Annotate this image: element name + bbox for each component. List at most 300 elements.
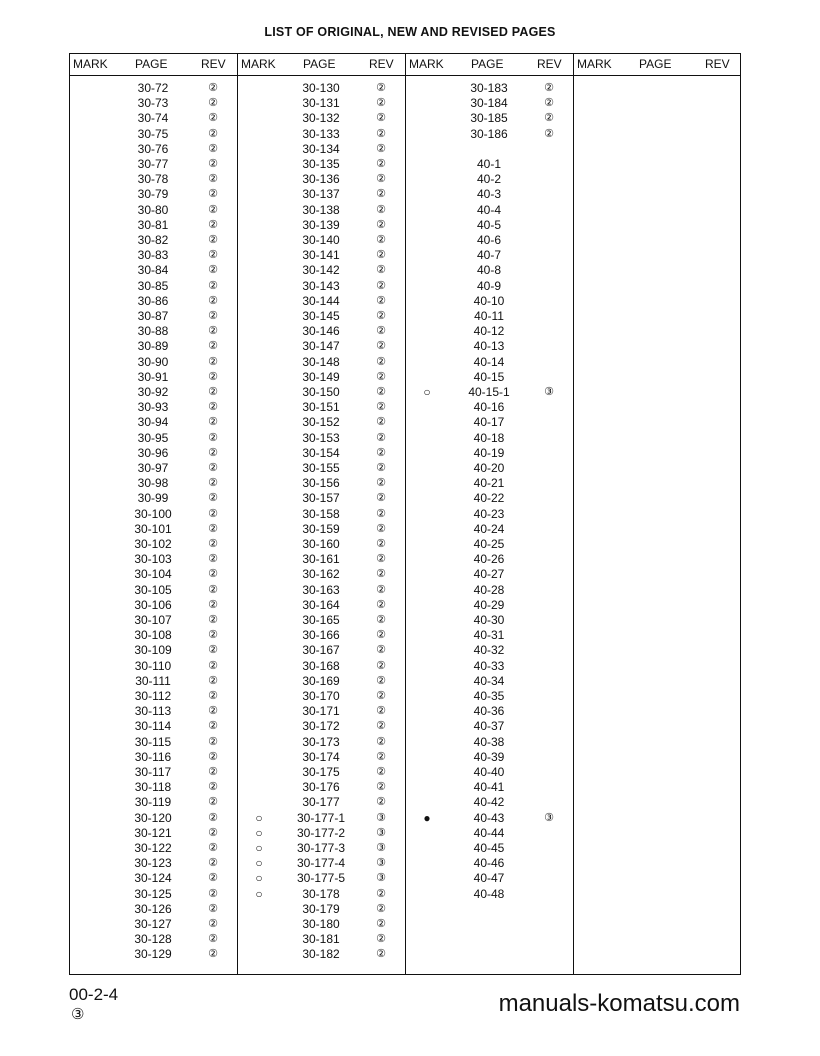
- table-row: [238, 431, 406, 446]
- row-page: 30-128: [134, 932, 172, 947]
- row-page: 30-118: [134, 780, 172, 795]
- row-page: 40-24: [473, 521, 505, 536]
- row-page: 40-15-1: [468, 385, 510, 399]
- table-row: [70, 324, 238, 339]
- table-row: [238, 187, 406, 202]
- table-row: [406, 522, 574, 537]
- row-mark: ●: [423, 810, 431, 825]
- table-row: [70, 309, 238, 324]
- row-rev: ②: [208, 826, 218, 839]
- row-rev: ②: [376, 355, 386, 368]
- table-row: [406, 583, 574, 598]
- row-page: 30-177-3: [296, 841, 346, 855]
- table-row: [70, 659, 238, 674]
- row-page: 30-131: [302, 96, 340, 111]
- row-rev: ②: [376, 720, 386, 733]
- row-rev: ②: [376, 781, 386, 794]
- table-row: [406, 476, 574, 491]
- table-row: [70, 522, 238, 537]
- table-row: [70, 826, 238, 841]
- table-row: [70, 415, 238, 430]
- row-page: 30-123: [134, 856, 172, 871]
- row-rev: ②: [376, 294, 386, 307]
- row-rev: ②: [376, 112, 386, 125]
- table-row: [238, 294, 406, 309]
- row-page: 40-41: [473, 780, 505, 795]
- row-page: 30-82: [137, 233, 169, 247]
- row-page: 30-176: [302, 780, 340, 795]
- table-row: [238, 689, 406, 704]
- row-rev: ②: [208, 629, 218, 642]
- row-rev: ②: [208, 264, 218, 277]
- table-row: [238, 491, 406, 506]
- row-page: 30-149: [302, 369, 340, 384]
- row-page: 40-33: [473, 658, 505, 673]
- table-row: [406, 613, 574, 628]
- row-page: 30-173: [302, 734, 340, 749]
- table-column-group: [574, 54, 742, 974]
- table-row: [406, 461, 574, 476]
- row-page: 30-132: [302, 111, 340, 126]
- row-rev: ②: [208, 933, 218, 946]
- header-mark: MARK: [409, 57, 444, 71]
- row-rev: ②: [376, 583, 386, 596]
- row-page: 30-102: [134, 537, 172, 551]
- row-page: 30-171: [302, 704, 340, 719]
- table-row: [238, 385, 406, 400]
- table-row: [70, 841, 238, 856]
- header-mark: MARK: [73, 57, 108, 71]
- table-row: [238, 659, 406, 674]
- row-rev: ③: [376, 842, 386, 854]
- row-rev: ②: [376, 386, 386, 398]
- row-rev: ②: [376, 127, 386, 140]
- row-page: 30-83: [137, 248, 169, 263]
- table-row: [70, 263, 238, 278]
- row-page: 30-168: [302, 658, 340, 673]
- table-row: [70, 674, 238, 689]
- table-row: [238, 127, 406, 142]
- table-row: [238, 142, 406, 157]
- table-row: [238, 811, 406, 826]
- row-page: 30-153: [302, 430, 340, 445]
- table-row: [238, 735, 406, 750]
- row-rev: ②: [544, 112, 554, 125]
- row-page: 30-116: [134, 749, 172, 764]
- table-row: [70, 811, 238, 826]
- row-page: 30-114: [134, 719, 172, 734]
- column-divider: [573, 54, 574, 974]
- row-page: 30-148: [302, 354, 340, 369]
- table-row: [70, 887, 238, 902]
- row-mark: ○: [255, 810, 263, 825]
- row-page: 30-100: [134, 506, 172, 521]
- row-rev: ②: [208, 507, 218, 520]
- row-rev: ②: [376, 401, 386, 414]
- row-page: 40-1: [476, 157, 502, 171]
- table-row: [70, 780, 238, 795]
- table-row: [406, 887, 574, 902]
- table-row: [70, 476, 238, 491]
- row-page: 30-98: [137, 476, 169, 491]
- row-rev: ②: [376, 97, 386, 110]
- row-page: 30-135: [302, 157, 340, 171]
- row-page: 30-78: [137, 172, 169, 187]
- row-page: 40-32: [473, 643, 505, 658]
- row-page: 30-170: [302, 689, 340, 703]
- row-page: 30-87: [137, 309, 169, 323]
- row-page: 30-101: [134, 521, 172, 536]
- row-mark: ○: [255, 856, 263, 871]
- row-rev: ②: [208, 750, 218, 763]
- table-row: [238, 81, 406, 96]
- row-page: 30-156: [302, 476, 340, 491]
- row-rev: ②: [376, 431, 386, 444]
- row-rev: ②: [376, 796, 386, 809]
- table-row: [70, 187, 238, 202]
- row-rev: ②: [376, 766, 386, 778]
- table-row: [238, 932, 406, 947]
- row-page: 30-143: [302, 278, 340, 293]
- row-page: 30-147: [302, 339, 340, 354]
- header-page: PAGE: [303, 57, 336, 71]
- table-row: [70, 279, 238, 294]
- table-row: [70, 719, 238, 734]
- table-row: [406, 248, 574, 263]
- row-page: 30-72: [137, 81, 169, 95]
- table-row: [406, 811, 574, 826]
- row-page: 30-79: [137, 187, 169, 202]
- table-row: [406, 203, 574, 218]
- row-page: 30-110: [134, 658, 172, 673]
- row-page: 40-15: [473, 369, 505, 384]
- row-page: 40-36: [473, 704, 505, 719]
- row-page: 40-31: [473, 628, 505, 643]
- table-row: [70, 704, 238, 719]
- row-page: 30-177: [302, 795, 340, 810]
- row-page: 30-182: [302, 947, 340, 962]
- row-rev: ②: [376, 340, 386, 353]
- row-page: 30-177-5: [296, 871, 346, 886]
- row-rev: ②: [208, 127, 218, 140]
- table-row: [406, 96, 574, 111]
- row-page: 30-125: [134, 886, 172, 901]
- row-page: 30-150: [302, 385, 340, 399]
- table-row: [238, 507, 406, 522]
- row-page: 30-85: [137, 278, 169, 293]
- row-page: 40-21: [473, 476, 505, 491]
- table-row: [70, 643, 238, 658]
- row-page: 30-130: [302, 81, 340, 95]
- header-page: PAGE: [471, 57, 504, 71]
- table-row: [70, 157, 238, 172]
- table-row: [238, 674, 406, 689]
- table-row: [70, 932, 238, 947]
- row-page: 30-162: [302, 567, 340, 582]
- row-page: 30-154: [302, 445, 340, 460]
- table-row: [406, 309, 574, 324]
- row-page: 30-177-2: [296, 825, 346, 840]
- table-row: [70, 385, 238, 400]
- row-page: 30-155: [302, 461, 340, 475]
- page-title: LIST OF ORIGINAL, NEW AND REVISED PAGES: [264, 25, 556, 39]
- table-row: [238, 887, 406, 902]
- row-page: 40-8: [476, 263, 502, 278]
- row-rev: ②: [208, 705, 218, 718]
- row-rev: ②: [208, 522, 218, 535]
- table-row: [406, 446, 574, 461]
- row-page: 30-134: [302, 141, 340, 156]
- row-page: 30-104: [134, 567, 172, 582]
- table-row: [70, 294, 238, 309]
- row-page: 30-164: [302, 597, 340, 612]
- row-rev: ②: [376, 644, 386, 657]
- row-page: 40-26: [473, 552, 505, 567]
- row-rev: ②: [208, 553, 218, 566]
- row-mark: ○: [255, 871, 263, 886]
- row-rev: ②: [208, 918, 218, 930]
- row-rev: ②: [208, 857, 218, 870]
- row-page: 30-169: [302, 673, 340, 688]
- table-row: [70, 628, 238, 643]
- table-row: [238, 643, 406, 658]
- row-page: 40-6: [476, 233, 502, 247]
- row-page: 30-93: [137, 400, 169, 415]
- table-row: [70, 400, 238, 415]
- row-rev: ②: [376, 918, 386, 930]
- row-rev: ②: [376, 598, 386, 611]
- table-row: [238, 750, 406, 765]
- row-page: 30-109: [134, 643, 172, 658]
- row-page: 30-127: [134, 917, 172, 931]
- table-row: [406, 400, 574, 415]
- table-row: [406, 127, 574, 142]
- row-page: 30-178: [302, 886, 340, 901]
- header-rev: REV: [201, 57, 226, 71]
- row-rev: ②: [544, 97, 554, 110]
- row-rev: ②: [208, 568, 218, 581]
- row-rev: ②: [208, 203, 218, 216]
- row-rev: ②: [376, 279, 386, 292]
- row-page: 40-20: [473, 461, 505, 475]
- row-page: 30-86: [137, 293, 169, 308]
- table-row: [70, 735, 238, 750]
- table-row: [70, 446, 238, 461]
- table-row: [70, 537, 238, 552]
- table-row: [70, 218, 238, 233]
- table-row: [406, 719, 574, 734]
- table-column-group: [238, 54, 406, 974]
- table-row: [70, 567, 238, 582]
- table-row: [238, 917, 406, 932]
- row-page: 40-38: [473, 734, 505, 749]
- row-page: 30-112: [134, 689, 172, 703]
- table-row: [238, 96, 406, 111]
- table-row: [406, 111, 574, 126]
- row-rev: ②: [208, 112, 218, 125]
- table-row: [70, 203, 238, 218]
- row-rev: ②: [208, 902, 218, 915]
- table-row: [238, 613, 406, 628]
- table-row: [238, 902, 406, 917]
- row-rev: ②: [208, 659, 218, 672]
- table-column-group: [70, 54, 238, 974]
- table-row: [406, 415, 574, 430]
- table-row: [70, 598, 238, 613]
- row-page: 30-159: [302, 521, 340, 536]
- table-row: [406, 431, 574, 446]
- table-row: [70, 96, 238, 111]
- row-page: 30-145: [302, 309, 340, 323]
- row-rev: ②: [376, 750, 386, 763]
- table-row: [406, 674, 574, 689]
- footer-page-number: 00-2-4: [69, 985, 119, 1004]
- table-row: [238, 370, 406, 385]
- row-mark: ○: [255, 886, 263, 901]
- row-page: 30-144: [302, 293, 340, 308]
- row-page: 30-183: [470, 81, 508, 95]
- row-rev: ②: [544, 127, 554, 140]
- row-page: 40-29: [473, 597, 505, 612]
- table-row: [238, 157, 406, 172]
- table-row: [70, 583, 238, 598]
- row-rev: ③: [376, 872, 386, 885]
- row-page: 30-166: [302, 628, 340, 643]
- row-page: 30-177-4: [296, 856, 346, 871]
- row-page: 40-3: [476, 187, 502, 202]
- row-page: 30-165: [302, 613, 340, 627]
- row-page: 40-9: [476, 278, 502, 293]
- row-page: 30-81: [137, 217, 169, 232]
- row-page: 30-177-1: [296, 810, 346, 825]
- table-row: [70, 111, 238, 126]
- row-page: 40-18: [473, 430, 505, 445]
- row-page: 40-42: [473, 795, 505, 810]
- row-page: 30-151: [302, 400, 340, 415]
- table-row: [406, 187, 574, 202]
- table-row: [406, 628, 574, 643]
- row-rev: ②: [208, 538, 218, 550]
- row-rev: ②: [208, 249, 218, 262]
- row-rev: ②: [376, 553, 386, 566]
- row-page: 30-76: [137, 141, 169, 156]
- row-rev: ②: [208, 690, 218, 702]
- table-row: [238, 552, 406, 567]
- table-row: [238, 522, 406, 537]
- row-rev: ②: [376, 629, 386, 642]
- row-rev: ②: [376, 948, 386, 961]
- row-page: 30-96: [137, 445, 169, 460]
- row-page: 30-90: [137, 354, 169, 369]
- row-page: 30-84: [137, 263, 169, 278]
- row-page: 30-91: [137, 369, 169, 384]
- row-page: 40-47: [473, 871, 505, 886]
- row-page: 30-80: [137, 202, 169, 217]
- table-row: [238, 446, 406, 461]
- table-row: [238, 719, 406, 734]
- row-rev: ②: [544, 82, 554, 94]
- row-page: 30-172: [302, 719, 340, 734]
- row-rev: ②: [208, 781, 218, 794]
- row-page: 30-133: [302, 126, 340, 141]
- table-row: [70, 248, 238, 263]
- table-row: [238, 871, 406, 886]
- row-page: 30-158: [302, 506, 340, 521]
- row-page: 30-95: [137, 430, 169, 445]
- table-row: [238, 567, 406, 582]
- row-rev: ③: [376, 826, 386, 839]
- row-page: 30-124: [134, 871, 172, 886]
- table-row: [406, 263, 574, 278]
- table-row: [238, 309, 406, 324]
- table-row: [406, 552, 574, 567]
- table-row: [406, 659, 574, 674]
- table-row: [70, 461, 238, 476]
- row-rev: ②: [376, 218, 386, 231]
- row-page: 40-25: [473, 537, 505, 551]
- row-rev: ②: [208, 735, 218, 748]
- row-rev: ②: [376, 887, 386, 900]
- row-page: 40-11: [474, 309, 504, 323]
- row-page: 30-161: [302, 552, 340, 567]
- table-row: [70, 613, 238, 628]
- row-page: 30-122: [134, 841, 172, 855]
- row-page: 30-185: [470, 111, 508, 126]
- watermark: manuals-komatsu.com: [498, 990, 740, 1017]
- row-rev: ②: [376, 674, 386, 687]
- row-page: 40-45: [473, 841, 505, 855]
- row-rev: ②: [376, 522, 386, 535]
- table-row: [70, 856, 238, 871]
- table-row: [406, 491, 574, 506]
- table-row: [238, 461, 406, 476]
- row-rev: ②: [376, 933, 386, 946]
- row-page: 30-117: [134, 765, 172, 779]
- table-row: [406, 81, 574, 96]
- row-rev: ②: [208, 674, 218, 687]
- row-page: 40-30: [473, 613, 505, 627]
- row-rev: ②: [376, 614, 386, 626]
- table-row: [238, 795, 406, 810]
- row-page: 30-179: [302, 901, 340, 916]
- row-page: 30-186: [470, 126, 508, 141]
- row-rev: ②: [376, 82, 386, 94]
- row-page: 30-75: [137, 126, 169, 141]
- row-rev: ②: [208, 416, 218, 429]
- row-rev: ②: [208, 842, 218, 854]
- table-row: [406, 507, 574, 522]
- row-rev: ②: [376, 188, 386, 201]
- row-rev: ②: [376, 477, 386, 490]
- table-row: [238, 628, 406, 643]
- row-page: 40-12: [473, 324, 505, 339]
- table-row: [238, 780, 406, 795]
- row-page: 40-17: [473, 415, 505, 430]
- table-row: [406, 294, 574, 309]
- row-page: 40-28: [473, 582, 505, 597]
- row-rev: ②: [208, 294, 218, 307]
- table-row: [70, 795, 238, 810]
- row-rev: ②: [376, 173, 386, 186]
- row-page: 40-46: [473, 856, 505, 871]
- row-rev: ②: [208, 614, 218, 626]
- row-rev: ②: [376, 705, 386, 718]
- row-mark: ○: [255, 825, 263, 840]
- row-page: 30-88: [137, 324, 169, 339]
- row-rev: ②: [208, 492, 218, 505]
- table-row: [238, 233, 406, 248]
- row-page: 30-141: [302, 248, 340, 263]
